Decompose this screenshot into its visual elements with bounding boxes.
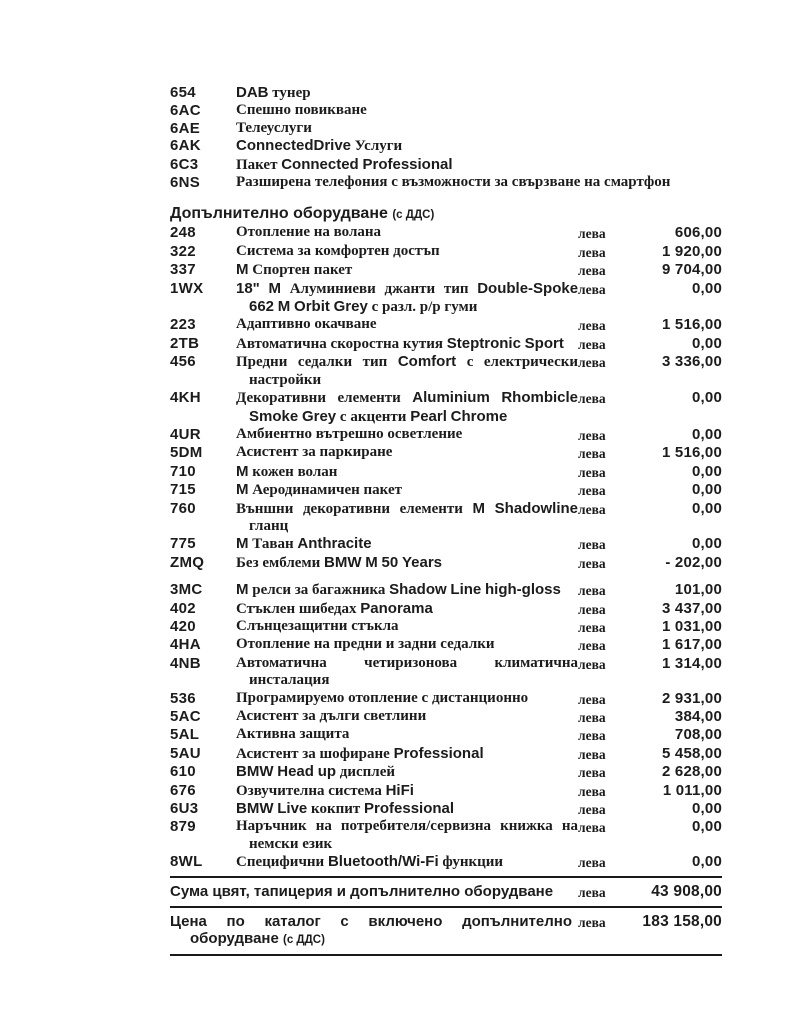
currency-label: лева — [578, 601, 606, 617]
option-description: Амбиентно вътрешно осветление — [236, 425, 463, 442]
option-description: Асистент за шофиране Professional — [236, 744, 484, 762]
standard-option-row — [170, 156, 722, 174]
option-description: M Аеродинамичен пакет — [236, 481, 402, 499]
currency-label: лева — [578, 783, 606, 799]
option-code: 4UR — [170, 425, 201, 443]
option-price: 9 704,00 — [662, 261, 722, 279]
option-row — [170, 636, 722, 654]
latin-text: 50 — [381, 553, 399, 571]
latin-text: 662 — [249, 298, 275, 316]
option-code: 6C3 — [170, 155, 199, 173]
option-price: 0,00 — [692, 389, 722, 407]
option-price: 0,00 — [692, 481, 722, 499]
currency-label: лева — [578, 427, 606, 443]
latin-text: M — [236, 535, 249, 553]
option-row — [170, 535, 722, 553]
option-price: 708,00 — [674, 726, 722, 744]
option-row — [170, 782, 722, 800]
option-price: 606,00 — [674, 224, 722, 242]
option-description: Слънцезащитни стъкла — [236, 617, 399, 634]
option-code: 456 — [170, 353, 196, 371]
option-description: M Таван Anthracite — [236, 535, 372, 553]
option-code: 2TB — [170, 334, 200, 352]
latin-text: BMW — [236, 763, 274, 781]
latin-text: Shadow — [389, 581, 447, 599]
latin-text: Double-Spoke — [477, 279, 579, 297]
latin-text: Sport — [524, 334, 564, 352]
currency-label: лева — [578, 765, 606, 781]
currency-label: лева — [578, 446, 606, 462]
latin-text: ConnectedDrive — [236, 137, 352, 155]
option-code: 420 — [170, 617, 196, 635]
option-price: 3 437,00 — [662, 599, 722, 617]
option-price: 1 516,00 — [662, 444, 722, 462]
currency-label: лева — [578, 501, 606, 517]
currency-label: лева — [578, 355, 606, 371]
option-row — [170, 481, 722, 499]
option-description: Отопление на волана — [236, 224, 382, 241]
currency-label: лева — [578, 583, 606, 599]
option-code: 5DM — [170, 444, 203, 462]
latin-text: M — [365, 553, 378, 571]
options-group — [170, 581, 722, 872]
option-code: 760 — [170, 499, 196, 517]
option-code: 4NB — [170, 654, 201, 672]
latin-text: Shadowline — [494, 499, 578, 517]
option-price: 0,00 — [692, 853, 722, 871]
section-title: Допълнително оборудване — [170, 205, 388, 223]
option-row — [170, 726, 722, 744]
option-row — [170, 500, 722, 536]
currency-label: лева — [578, 619, 606, 635]
latin-text: Grey — [301, 407, 337, 425]
latin-text: M — [472, 499, 486, 517]
currency-label: лева — [578, 638, 606, 654]
option-row — [170, 708, 722, 726]
option-code: 676 — [170, 781, 196, 799]
option-row — [170, 353, 722, 389]
latin-text: M — [277, 298, 291, 316]
option-description: Без емблеми BMW M 50 Years — [236, 553, 443, 571]
option-row — [170, 763, 722, 781]
option-row — [170, 745, 722, 763]
latin-text: Anthracite — [297, 535, 372, 553]
divider-line — [170, 954, 722, 956]
currency-label: лева — [578, 483, 606, 499]
currency-label: лева — [578, 318, 606, 334]
option-price: 0,00 — [692, 279, 722, 297]
option-row — [170, 426, 722, 444]
latin-text: Professional — [364, 800, 455, 818]
total-row — [170, 908, 722, 950]
option-description: Наръчник на потребителя/сервизна книжка на немски език — [236, 818, 579, 852]
option-code: 248 — [170, 224, 196, 242]
currency-label: лева — [578, 281, 606, 297]
option-code: 8WL — [170, 853, 203, 871]
option-code: 710 — [170, 462, 196, 480]
latin-text: high-gloss — [485, 581, 561, 599]
latin-text: Connected — [281, 155, 359, 173]
option-code: 1WX — [170, 279, 204, 297]
currency-label: лева — [578, 746, 606, 762]
option-description: DAB тунер — [236, 84, 311, 101]
standard-options-list — [170, 84, 722, 191]
option-price: 384,00 — [674, 708, 722, 725]
currency-label: лева — [578, 728, 606, 744]
option-description: Автоматична скоростна кутия Steptronic Sport — [236, 334, 564, 352]
latin-text: Rhombicle — [501, 389, 579, 407]
option-row — [170, 389, 722, 426]
option-description: M Спортен пакет — [236, 261, 353, 279]
option-code: 6AK — [170, 137, 201, 155]
option-code: 4KH — [170, 389, 201, 407]
latin-text: DAB — [236, 84, 269, 101]
option-description: Разширена телефония с възможности за свързване на смартфон — [236, 174, 671, 191]
option-description: Стъклен шибедах Panorama — [236, 599, 433, 617]
option-row — [170, 554, 722, 572]
standard-option-row — [170, 120, 722, 137]
latin-text: Head — [277, 763, 314, 781]
option-row — [170, 690, 722, 708]
totals-section — [170, 878, 722, 956]
option-price: 2 931,00 — [662, 689, 722, 707]
option-code: 6AC — [170, 102, 201, 120]
option-row — [170, 600, 722, 618]
option-price: 0,00 — [692, 535, 722, 553]
total-row — [170, 878, 722, 902]
option-code: 536 — [170, 689, 196, 707]
option-code: 5AC — [170, 708, 201, 725]
option-code: 610 — [170, 763, 196, 781]
option-price: 0,00 — [692, 334, 722, 352]
option-code: 337 — [170, 261, 196, 279]
latin-text: Live — [277, 800, 308, 818]
option-code: 654 — [170, 84, 196, 101]
option-description: Асистент за паркиране — [236, 444, 393, 461]
currency-label: лева — [578, 820, 606, 836]
option-description: BMW Head up дисплей — [236, 763, 396, 781]
total-label-suffix: (с ДДС) — [283, 934, 325, 947]
option-code: 6AE — [170, 119, 201, 137]
latin-text: BMW — [324, 553, 362, 571]
latin-text: HiFi — [385, 781, 414, 799]
option-description: Спешно повикване — [236, 102, 367, 119]
currency-label: лева — [578, 244, 606, 260]
total-amount: 183 158,00 — [642, 913, 722, 931]
option-row — [170, 224, 722, 242]
option-row — [170, 800, 722, 818]
option-description: Озвучителна система HiFi — [236, 781, 414, 799]
option-code: 5AL — [170, 726, 200, 744]
latin-text: Orbit — [294, 298, 330, 316]
standard-option-row — [170, 102, 722, 119]
latin-text: Professional — [362, 155, 453, 173]
latin-text: Line — [450, 581, 482, 599]
latin-text: Panorama — [360, 599, 433, 617]
option-code: 775 — [170, 535, 196, 553]
option-code: 3MC — [170, 581, 203, 599]
currency-label: лева — [578, 855, 606, 871]
currency-label: лева — [578, 691, 606, 707]
option-code: 402 — [170, 599, 196, 617]
option-row — [170, 335, 722, 353]
option-code: 4HA — [170, 636, 201, 654]
currency-label: лева — [578, 226, 606, 242]
option-description: Програмируемо отопление с дистанционно — [236, 689, 529, 706]
option-description: 18" M Алуминиеви джанти тип Double-Spoke 662 M Orbit Grey с разл. р/р гуми — [236, 279, 579, 316]
option-description: ConnectedDrive Услуги — [236, 137, 403, 155]
latin-text: Comfort — [397, 353, 457, 371]
options-table — [170, 224, 722, 871]
latin-text: BMW — [236, 800, 274, 818]
option-code: 6U3 — [170, 800, 199, 818]
total-amount: 43 908,00 — [651, 882, 722, 900]
section-title-suffix: (с ДДС) — [392, 209, 435, 222]
option-row — [170, 581, 722, 599]
option-description: Отопление на предни и задни седалки — [236, 636, 495, 653]
latin-text: Pearl — [410, 407, 447, 425]
option-code: 5AU — [170, 744, 201, 762]
option-price: 0,00 — [692, 818, 722, 836]
option-price: 1 617,00 — [662, 636, 722, 654]
currency-label: лева — [578, 710, 606, 725]
latin-text: M — [236, 261, 249, 279]
options-group — [170, 224, 722, 572]
option-price: 1 314,00 — [662, 654, 722, 672]
option-description: Пакет Connected Professional — [236, 155, 453, 173]
option-row — [170, 280, 722, 317]
option-row — [170, 853, 722, 871]
option-description: Външни декоративни елементи M Shadowline гланц — [236, 499, 578, 534]
option-row — [170, 316, 722, 334]
option-price: 1 011,00 — [662, 781, 722, 799]
option-row — [170, 618, 722, 636]
currency-label: лева — [578, 336, 606, 352]
option-price: 1 516,00 — [662, 316, 722, 334]
latin-text: Chrome — [450, 407, 508, 425]
option-price: 5 458,00 — [662, 744, 722, 762]
option-price: 101,00 — [674, 581, 722, 599]
option-price: 1 031,00 — [662, 617, 722, 635]
option-row — [170, 243, 722, 261]
option-price: 0,00 — [692, 462, 722, 480]
option-description: Предни седалки тип Comfort с електрически настройки — [236, 353, 579, 388]
latin-text: M — [268, 279, 281, 297]
option-description: Активна защита — [236, 726, 350, 743]
latin-text: Aluminium — [412, 389, 490, 407]
option-description: Декоративни елементи Aluminium Rhombicle Smoke Grey с акценти Pearl Chrome — [236, 389, 579, 425]
standard-option-row — [170, 137, 722, 155]
standard-option-row — [170, 174, 722, 191]
latin-text: M — [236, 462, 249, 480]
currency-label: лева — [578, 802, 606, 818]
option-row — [170, 655, 722, 690]
latin-text: Grey — [333, 298, 368, 316]
option-description: Автоматична четиризонова климатична инсталация — [236, 654, 578, 689]
option-price: 0,00 — [692, 800, 722, 818]
latin-text: Bluetooth/Wi-Fi — [327, 853, 439, 871]
document-content — [170, 84, 722, 956]
option-code: 223 — [170, 316, 196, 334]
option-code: ZMQ — [170, 553, 205, 571]
latin-text: Steptronic — [446, 334, 521, 352]
standard-option-row — [170, 84, 722, 102]
option-description: Система за комфортен достъп — [236, 242, 440, 259]
currency-label: лева — [578, 884, 606, 900]
option-description: M кожен волан — [236, 462, 338, 480]
option-code: 879 — [170, 818, 196, 836]
option-price: 3 336,00 — [662, 353, 722, 371]
latin-text: Years — [401, 553, 443, 571]
option-price: 1 920,00 — [662, 242, 722, 260]
currency-label: лева — [578, 464, 606, 480]
currency-label: лева — [578, 263, 606, 279]
option-code: 6NS — [170, 174, 201, 192]
option-description: Специфични Bluetooth/Wi-Fi функции — [236, 853, 504, 871]
option-row — [170, 818, 722, 853]
option-description: M релси за багажника Shadow Line high-gloss — [236, 581, 561, 599]
option-row — [170, 444, 722, 462]
currency-label: лева — [578, 555, 606, 571]
option-price: 2 628,00 — [662, 763, 722, 781]
option-description: Телеуслуги — [236, 119, 312, 136]
latin-text: M — [236, 481, 249, 499]
option-row — [170, 463, 722, 481]
option-code: 322 — [170, 242, 196, 260]
option-row — [170, 261, 722, 279]
latin-text: Professional — [393, 744, 484, 762]
latin-text: Smoke — [249, 407, 299, 425]
currency-label: лева — [578, 915, 606, 931]
currency-label: лева — [578, 391, 606, 407]
latin-text: M — [236, 581, 249, 599]
option-description: BMW Live кокпит Professional — [236, 800, 455, 818]
total-label: Сума цвят, тапицерия и допълнително оборудване — [170, 882, 554, 900]
total-label: Цена по каталог с включено допълнително оборудване — [170, 913, 572, 948]
section-header — [170, 205, 722, 224]
option-description: Адаптивно окачване — [236, 316, 377, 333]
option-price: 0,00 — [692, 499, 722, 517]
latin-text: up — [317, 763, 337, 781]
currency-label: лева — [578, 537, 606, 553]
latin-text: 18" — [236, 279, 260, 297]
option-price: 0,00 — [692, 425, 722, 443]
option-description: Асистент за дълги светлини — [236, 708, 427, 724]
option-code: 715 — [170, 481, 196, 499]
currency-label: лева — [578, 656, 606, 672]
option-price: - 202,00 — [665, 553, 722, 571]
